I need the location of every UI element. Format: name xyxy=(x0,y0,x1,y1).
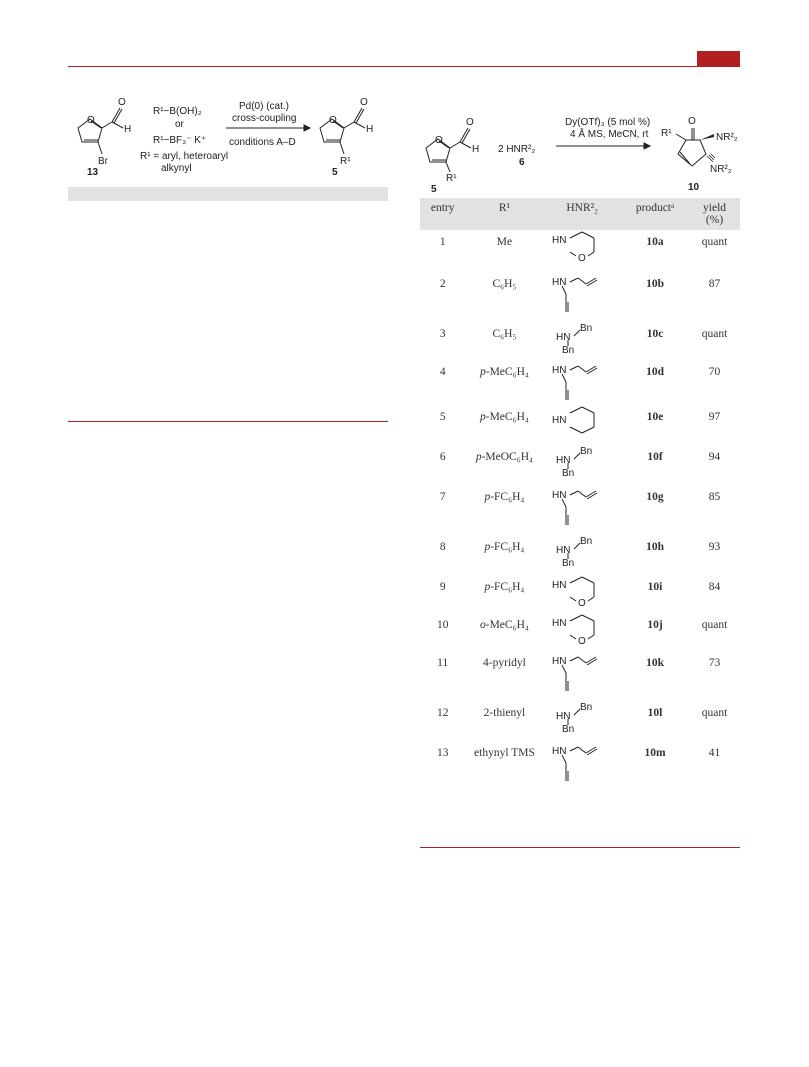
amine-cell xyxy=(543,272,620,322)
amine-o-text: O xyxy=(578,598,586,609)
compound-6-label: 6 xyxy=(519,157,525,168)
product-cell: 10a xyxy=(646,236,664,248)
table-header-bar-left xyxy=(68,187,388,201)
reaction-arrow-right xyxy=(556,143,650,149)
product-cell: 10l xyxy=(647,707,663,719)
product-cell: 10k xyxy=(646,657,664,669)
r1-cell: p-MeOC₆H₄ xyxy=(475,451,534,463)
amine-hn-text: HN xyxy=(552,580,567,591)
col-r1: R¹ xyxy=(465,198,543,230)
r1-definition-line1: R¹ = aryl, heteroaryl xyxy=(140,151,229,162)
col-yield xyxy=(689,198,740,230)
entry-cell: 6 xyxy=(439,451,446,463)
amine-cell xyxy=(543,651,620,701)
piperidine-icon xyxy=(552,405,612,439)
amine-cell xyxy=(543,701,620,741)
amine-cell xyxy=(543,613,620,651)
r1-cell: p-FC₆H₄ xyxy=(484,491,525,503)
amine-hn-text: HN xyxy=(552,415,567,426)
amine-hn-text: HN xyxy=(556,711,571,722)
product-aldehyde-h: H xyxy=(366,124,374,135)
morpholine-icon xyxy=(552,613,612,647)
diallylamine-icon xyxy=(552,741,612,783)
table-row xyxy=(420,445,740,485)
compound-13-label: 13 xyxy=(87,167,99,178)
entry-cell: 5 xyxy=(439,411,446,423)
yield-cell: 97 xyxy=(708,411,721,423)
table-row xyxy=(420,485,740,535)
sm-aldehyde-h: H xyxy=(472,144,480,155)
morpholine-icon xyxy=(552,575,612,609)
diallylamine-icon xyxy=(552,272,612,314)
entry-cell: 13 xyxy=(436,747,449,759)
amine-cell xyxy=(543,575,620,613)
product-cell: 10h xyxy=(646,541,664,553)
r1-cell: 4-pyridyl xyxy=(483,657,526,669)
amine-hn-text: HN xyxy=(556,332,571,343)
entry-cell: 7 xyxy=(439,491,446,503)
col-yield-line2: (%) xyxy=(705,214,724,226)
diallylamine-icon xyxy=(552,651,612,693)
product-r1-substituent: R¹ xyxy=(340,156,351,167)
amine-cell xyxy=(543,405,620,445)
yield-cell: quant xyxy=(701,619,728,631)
results-table xyxy=(420,198,740,801)
header-rule xyxy=(68,66,740,67)
bromo-substituent: Br xyxy=(98,156,108,167)
product-cell: 10b xyxy=(646,278,664,290)
r1-cell: ethynyl TMS xyxy=(474,747,535,759)
amine-bn-top-text: Bn xyxy=(580,536,593,547)
dibenzylamine-icon xyxy=(552,701,612,733)
entry-cell: 1 xyxy=(439,236,446,248)
morpholine-icon xyxy=(552,230,612,264)
table-body xyxy=(420,230,740,801)
aldehyde-h-label: H xyxy=(124,124,132,135)
product-cell: 10c xyxy=(646,328,664,340)
r1-cell: Me xyxy=(496,236,513,248)
yield-cell: quant xyxy=(701,707,728,719)
col-yield-line1: yield xyxy=(703,202,727,214)
cross-coupling-label: cross-coupling xyxy=(232,113,297,124)
dibenzylamine-icon xyxy=(552,535,612,567)
entry-cell: 3 xyxy=(439,328,446,340)
r1-cell: 2-thienyl xyxy=(483,707,526,719)
scheme-cross-coupling xyxy=(68,92,398,184)
yield-cell: 85 xyxy=(708,491,721,503)
yield-cell: 87 xyxy=(708,278,721,290)
amine-o-text: O xyxy=(578,253,586,264)
product-cell: 10g xyxy=(646,491,664,503)
amine-hn-text: HN xyxy=(552,490,567,501)
product-nr2-bottom: NR²₂ xyxy=(710,164,732,175)
dy-catalyst-label: Dy(OTf)₃ (5 mol %) xyxy=(565,117,651,128)
table-row xyxy=(420,575,740,613)
amine-cell xyxy=(543,360,620,405)
entry-cell: 4 xyxy=(439,366,446,378)
amine-o-text: O xyxy=(578,636,586,647)
table-header-row xyxy=(420,198,740,230)
yield-cell: 84 xyxy=(708,581,721,593)
right-column-rule xyxy=(420,847,740,848)
product-cell: 10f xyxy=(647,451,663,463)
product-nr2-top: NR²₂ xyxy=(716,132,738,143)
amine-hn-text: HN xyxy=(552,746,567,757)
aldehyde-o-label: O xyxy=(118,97,126,108)
table-row xyxy=(420,405,740,445)
amine-cell xyxy=(543,445,620,485)
scheme-dy-rearrangement xyxy=(420,108,745,196)
amine-bn-bottom-text: Bn xyxy=(562,724,575,733)
amine-hn-text: HN xyxy=(556,455,571,466)
product-cell: 10m xyxy=(644,747,666,759)
entry-cell: 8 xyxy=(439,541,446,553)
table-row xyxy=(420,701,740,741)
compound-10-label: 10 xyxy=(688,182,700,193)
table-row xyxy=(420,360,740,405)
reaction-arrow xyxy=(226,125,310,131)
amine-bn-bottom-text: Bn xyxy=(562,558,575,567)
r1-cell: o-MeC₆H₄ xyxy=(479,619,529,631)
dibenzylamine-icon xyxy=(552,445,612,477)
r1-cell: p-FC₆H₄ xyxy=(484,581,525,593)
yield-cell: 94 xyxy=(708,451,721,463)
yield-cell: quant xyxy=(701,328,728,340)
amine-hn-text: HN xyxy=(556,545,571,556)
amine-hn-text: HN xyxy=(552,277,567,288)
yield-cell: 73 xyxy=(708,657,721,669)
r1-cell: C₆H₅ xyxy=(492,278,517,290)
catalyst-label: Pd(0) (cat.) xyxy=(239,101,290,112)
table-row xyxy=(420,322,740,360)
col-entry: entry xyxy=(420,198,465,230)
r1-cell: p-FC₆H₄ xyxy=(484,541,525,553)
sm-r1-substituent: R¹ xyxy=(446,173,457,184)
r1-cell: p-MeC₆H₄ xyxy=(479,411,529,423)
yield-cell: 70 xyxy=(708,366,721,378)
product-r1-label: R¹ xyxy=(661,128,672,139)
compound-5-label: 5 xyxy=(332,167,338,178)
ring-oxygen-label: O xyxy=(87,115,95,126)
col-product: productᵃ xyxy=(621,198,689,230)
table-row xyxy=(420,230,740,272)
conditions-ms-label: 4 Å MS, MeCN, rt xyxy=(570,129,649,140)
amine-cell xyxy=(543,485,620,535)
r1-cell: C₆H₅ xyxy=(492,328,517,340)
amine-bn-top-text: Bn xyxy=(580,446,593,457)
sm-aldehyde-o: O xyxy=(466,117,474,128)
amine-bn-bottom-text: Bn xyxy=(562,468,575,477)
r1-cell: p-MeC₆H₄ xyxy=(479,366,529,378)
entry-cell: 10 xyxy=(436,619,449,631)
amine-hn-text: HN xyxy=(552,618,567,629)
trifluoroborate-label: R¹−BF₃⁻ K⁺ xyxy=(153,135,207,146)
amine-bn-top-text: Bn xyxy=(580,702,593,713)
table-row xyxy=(420,272,740,322)
product-cell: 10d xyxy=(646,366,664,378)
boronic-acid-label: R¹−B(OH)₂ xyxy=(153,106,202,117)
entry-cell: 12 xyxy=(436,707,449,719)
compound-5-label-right: 5 xyxy=(431,184,437,195)
or-label: or xyxy=(175,119,184,130)
conditions-label: conditions A–D xyxy=(229,137,296,148)
yield-cell: 41 xyxy=(708,747,721,759)
amine-cell xyxy=(543,230,620,272)
table-row xyxy=(420,613,740,651)
sm-ring-oxygen: O xyxy=(435,135,443,146)
product-cell: 10j xyxy=(647,619,663,631)
product-ketone-o: O xyxy=(688,116,696,127)
diallylamine-icon xyxy=(552,360,612,402)
diallylamine-icon xyxy=(552,485,612,527)
entry-cell: 11 xyxy=(437,657,449,669)
amine-hn-text: HN xyxy=(552,365,567,376)
col-amine: HNR²₂ xyxy=(543,198,620,230)
yield-cell: 93 xyxy=(708,541,721,553)
amine-cell xyxy=(543,535,620,575)
table-row xyxy=(420,535,740,575)
r1-definition-line2: alkynyl xyxy=(161,163,192,174)
amine-hn-text: HN xyxy=(552,235,567,246)
amine-bn-top-text: Bn xyxy=(580,323,593,334)
product-cell: 10e xyxy=(646,411,664,423)
product-ring-oxygen: O xyxy=(329,115,337,126)
header-accent-box xyxy=(697,51,740,66)
dibenzylamine-icon xyxy=(552,322,612,354)
amine-cell xyxy=(543,741,620,801)
product-aldehyde-o: O xyxy=(360,97,368,108)
table-row xyxy=(420,651,740,701)
table-row xyxy=(420,741,740,801)
amine-cell xyxy=(543,322,620,360)
amine-reagent-label: 2 HNR²₂ xyxy=(498,144,536,155)
amine-bn-bottom-text: Bn xyxy=(562,345,575,354)
entry-cell: 9 xyxy=(439,581,446,593)
product-cell: 10i xyxy=(647,581,663,593)
left-column-rule xyxy=(68,421,388,422)
amine-hn-text: HN xyxy=(552,656,567,667)
yield-cell: quant xyxy=(701,236,728,248)
entry-cell: 2 xyxy=(439,278,446,290)
